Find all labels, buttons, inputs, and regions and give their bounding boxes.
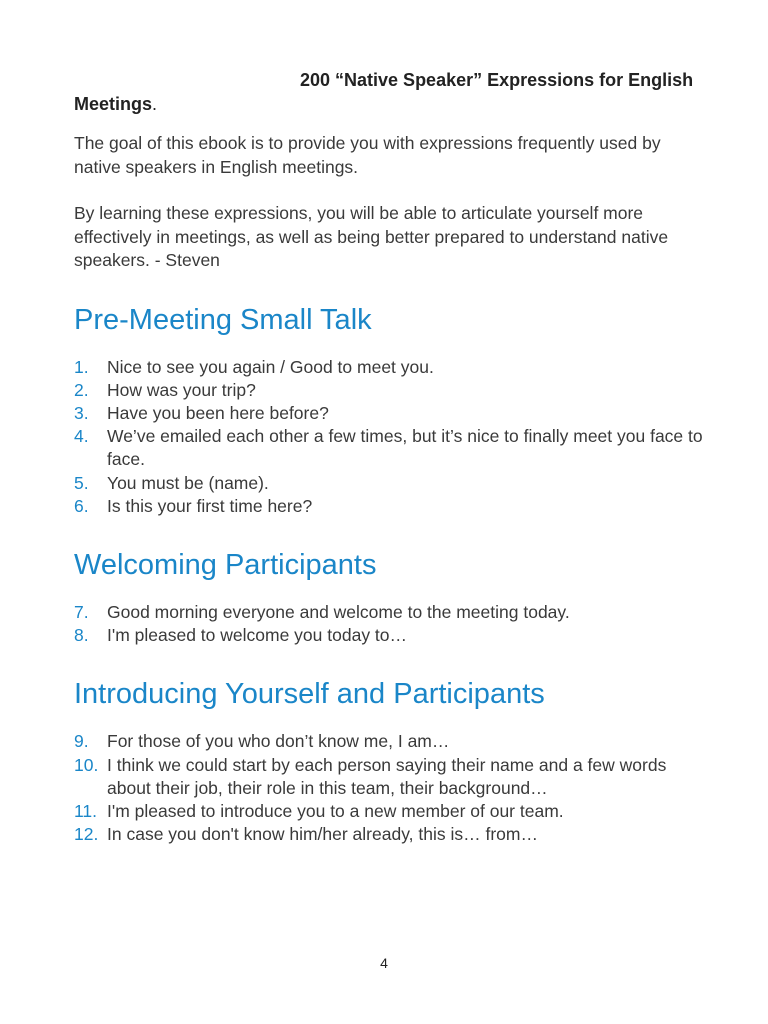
section-heading: Pre-Meeting Small Talk <box>74 303 372 336</box>
document-title-text: 200 “Native Speaker” Expressions for English Meetings <box>74 70 694 114</box>
list-item-number: 5. <box>74 472 89 493</box>
list-item-text: Good morning everyone and welcome to the meeting today. <box>107 601 570 622</box>
intro-paragraph: By learning these expressions, you will be able to articulate yourself more effectively in meetings, as well as being better prepared to understand native speakers. - Steven <box>74 203 669 270</box>
list-item-number: 2. <box>74 379 89 400</box>
expression-list <box>74 356 704 518</box>
list-item-text: How was your trip? <box>107 379 256 400</box>
section-heading: Introducing Yourself and Participants <box>74 678 545 711</box>
list-item <box>74 601 704 624</box>
list-item <box>74 472 704 495</box>
list-item-number: 7. <box>74 601 89 622</box>
list-item <box>74 823 704 846</box>
document-title <box>74 68 704 116</box>
expression-list <box>74 601 704 647</box>
list-item <box>74 730 704 753</box>
list-item-text: I'm pleased to welcome you today to… <box>107 625 408 646</box>
list-item-number: 1. <box>74 356 89 377</box>
document-page <box>74 68 704 846</box>
list-item <box>74 425 704 471</box>
list-item-number: 9. <box>74 731 89 752</box>
intro-paragraph: The goal of this ebook is to provide you with expressions frequently used by native speakers in English meetings. <box>74 133 661 177</box>
list-item-number: 11. <box>74 800 98 821</box>
list-item <box>74 800 704 823</box>
page-number: 4 <box>380 955 388 971</box>
list-item-text: We’ve emailed each other a few times, but it’s nice to finally meet you face to face. <box>107 426 703 470</box>
list-item-number: 6. <box>74 495 89 516</box>
expression-list <box>74 730 704 846</box>
list-item-text: For those of you who don’t know me, I am… <box>107 731 450 752</box>
list-item-text: I think we could start by each person saying their name and a few words about their job, their role in this team, their background… <box>107 754 667 798</box>
document-title-period: . <box>152 94 158 114</box>
list-item <box>74 402 704 425</box>
list-item-number: 3. <box>74 402 89 423</box>
list-item-text: You must be (name). <box>107 472 269 493</box>
list-item-text: I'm pleased to introduce you to a new member of our team. <box>107 800 564 821</box>
list-item <box>74 754 704 800</box>
list-item-text: Have you been here before? <box>107 402 329 423</box>
list-item-text: In case you don't know him/her already, this is… from… <box>107 824 538 845</box>
list-item <box>74 356 704 379</box>
list-item <box>74 495 704 518</box>
list-item-text: Is this your first time here? <box>107 495 313 516</box>
list-item-number: 8. <box>74 625 89 646</box>
list-item-number: 4. <box>74 426 89 447</box>
list-item-number: 10. <box>74 754 99 775</box>
list-item <box>74 624 704 647</box>
section-heading: Welcoming Participants <box>74 548 377 581</box>
list-item-number: 12. <box>74 824 99 845</box>
list-item-text: Nice to see you again / Good to meet you. <box>107 356 434 377</box>
list-item <box>74 379 704 402</box>
